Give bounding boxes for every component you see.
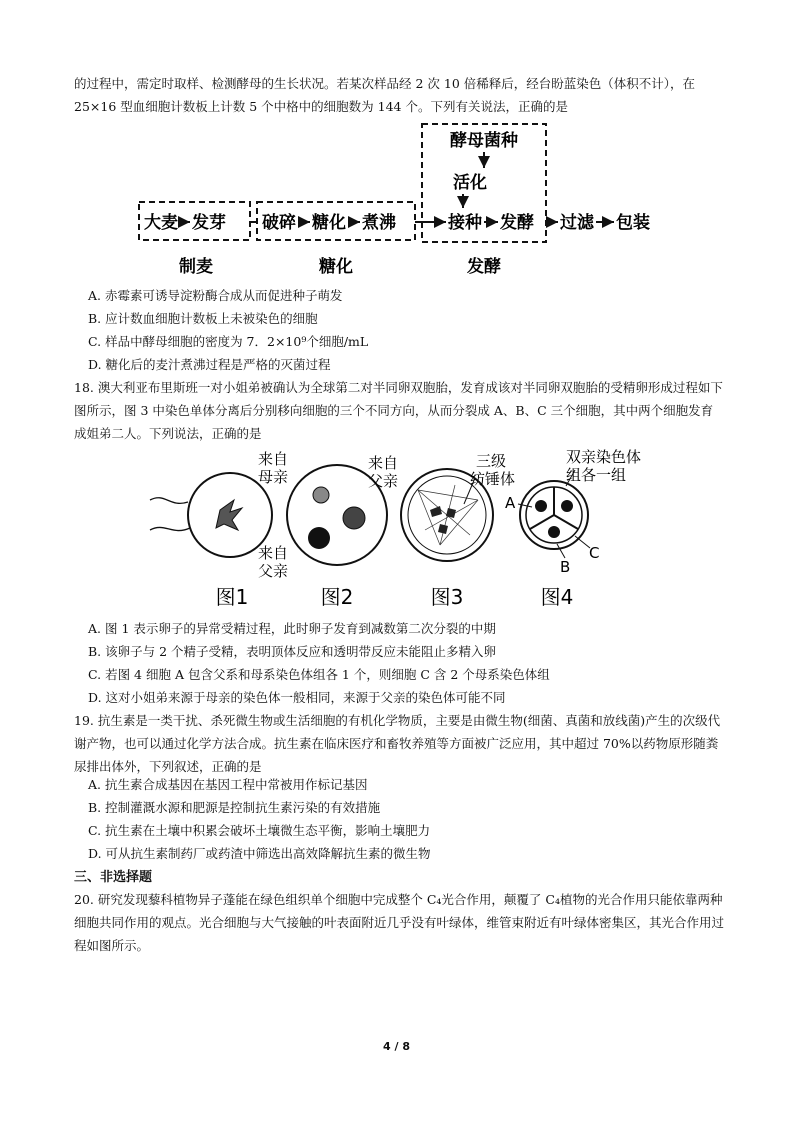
saccharify-label: 糖化 [312, 213, 346, 233]
q19-option-d: D. 可从抗生素制药厂或药渣中筛选出高效降解抗生素的微生物 [88, 846, 431, 861]
from-father-bottom-2: 父亲 [258, 562, 289, 580]
stage-malting: 制麦 [179, 257, 213, 277]
q17-option-a: A. 赤霉素可诱导淀粉酶合成从而促进种子萌发 [88, 288, 343, 303]
cell-a-label: A [505, 494, 516, 512]
q17-option-c: C. 样品中酵母细胞的密度为 7．2×10⁹个细胞/mL [88, 334, 369, 349]
from-father-top-2: 父亲 [368, 472, 399, 490]
q19-option-c: C. 抗生素在土壤中积累会破坏土壤微生态平衡，影响土壤肥力 [88, 823, 431, 838]
boil-label: 煮沸 [362, 213, 396, 233]
question-20-stem: 20. 研究发现藜科植物异子蓬能在绿色组织单个细胞中完成整个 C₄光合作用，颠覆了 C₄植物的光合作用只能依靠两种细胞共同作用的观点。光合细胞与大气接触的叶表面附近几乎没有叶绿体，维管束附近有叶绿体密集区，其光合作用过程如图所示。 [74, 892, 725, 953]
question-19-stem: 19. 抗生素是一类干扰、杀死微生物或生活细胞的有机化学物质，主要是由微生物(细菌、真菌和放线菌)产生的次级代谢产物，也可以通过化学方法合成。抗生素在临床医疗和畜牧养殖等方面被广泛应用，其中超过 70%以药物原形随粪尿排出体外，下列叙述，正确的是 [74, 713, 721, 774]
from-father-top-1: 来自 [368, 454, 399, 472]
q18-option-b: B. 该卵子与 2 个精子受精，表明顶体反应和透明带反应未能阻止多精入卵 [88, 644, 497, 659]
q17-option-d: D. 糖化后的麦汁煮沸过程是严格的灭菌过程 [88, 357, 331, 372]
filter-label: 过滤 [560, 213, 594, 233]
q18-option-d: D. 这对小姐弟来源于母亲的染色体一般相同，来源于父亲的染色体可能不同 [88, 690, 506, 705]
page-number: 4 / 8 [383, 1040, 410, 1053]
germinate-label: 发芽 [192, 213, 226, 233]
q19-option-b: B. 控制灌溉水源和肥源是控制抗生素污染的有效措施 [88, 800, 381, 815]
package-label: 包装 [616, 213, 650, 233]
spindle-label-1: 三级 [476, 452, 507, 470]
q18-option-a: A. 图 1 表示卵子的异常受精过程，此时卵子发育到减数第二次分裂的中期 [88, 621, 496, 636]
fermentation-label: 发酵 [500, 213, 534, 233]
question-17-stem: 的过程中，需定时取样、检测酵母的生长状况。若某次样品经 2 次 10 倍稀释后，经台盼蓝染色（体积不计），在 25×16 型血细胞计数板上计数 5 个中格中的细胞数为 144 个。下列有关说法，正确的是 [74, 76, 696, 114]
cell-c-label: C [589, 544, 600, 562]
caption-fig2: 图2 [320, 585, 354, 609]
caption-fig4: 图4 [540, 585, 574, 609]
yeast-strain-label: 酵母菌种 [450, 131, 518, 151]
question-18-stem: 18. 澳大利亚布里斯班一对小姐弟被确认为全球第二对半同卵双胞胎，发育成该对半同卵双胞胎的受精卵形成过程如下图所示，图 3 中染色单体分离后分别移向细胞的三个不同方向，从而分裂成 A、B、C 三个细胞，其中两个细胞发育成姐弟二人。下列说法，正确的是 [74, 380, 723, 441]
crush-label: 破碎 [262, 213, 296, 233]
from-mother-label-1: 来自 [258, 450, 289, 468]
double-set-label-1: 双亲染色体 [566, 448, 642, 466]
activation-label: 活化 [453, 173, 487, 193]
caption-fig3: 图3 [430, 585, 464, 609]
from-father-bottom-1: 来自 [258, 544, 289, 562]
double-set-label-2: 组各一组 [566, 466, 627, 484]
q19-option-a: A. 抗生素合成基因在基因工程中常被用作标记基因 [88, 777, 368, 792]
section-title: 三、非选择题 [74, 870, 153, 885]
caption-fig1: 图1 [215, 585, 249, 609]
from-mother-label-2: 母亲 [258, 468, 289, 486]
inoculate-label: 接种 [448, 213, 482, 233]
spindle-label-2: 纺锤体 [470, 470, 516, 488]
stage-ferment: 发酵 [467, 257, 501, 277]
q17-option-b: B. 应计数血细胞计数板上未被染色的细胞 [88, 311, 318, 326]
fertilization-figure [0, 440, 793, 620]
stage-saccharify: 糖化 [319, 257, 353, 277]
cell-b-label: B [560, 558, 571, 576]
barley-label: 大麦 [144, 213, 178, 233]
q18-option-c: C. 若图 4 细胞 A 包含父系和母系染色体组各 1 个，则细胞 C 含 2 个母系染色体组 [88, 667, 550, 682]
